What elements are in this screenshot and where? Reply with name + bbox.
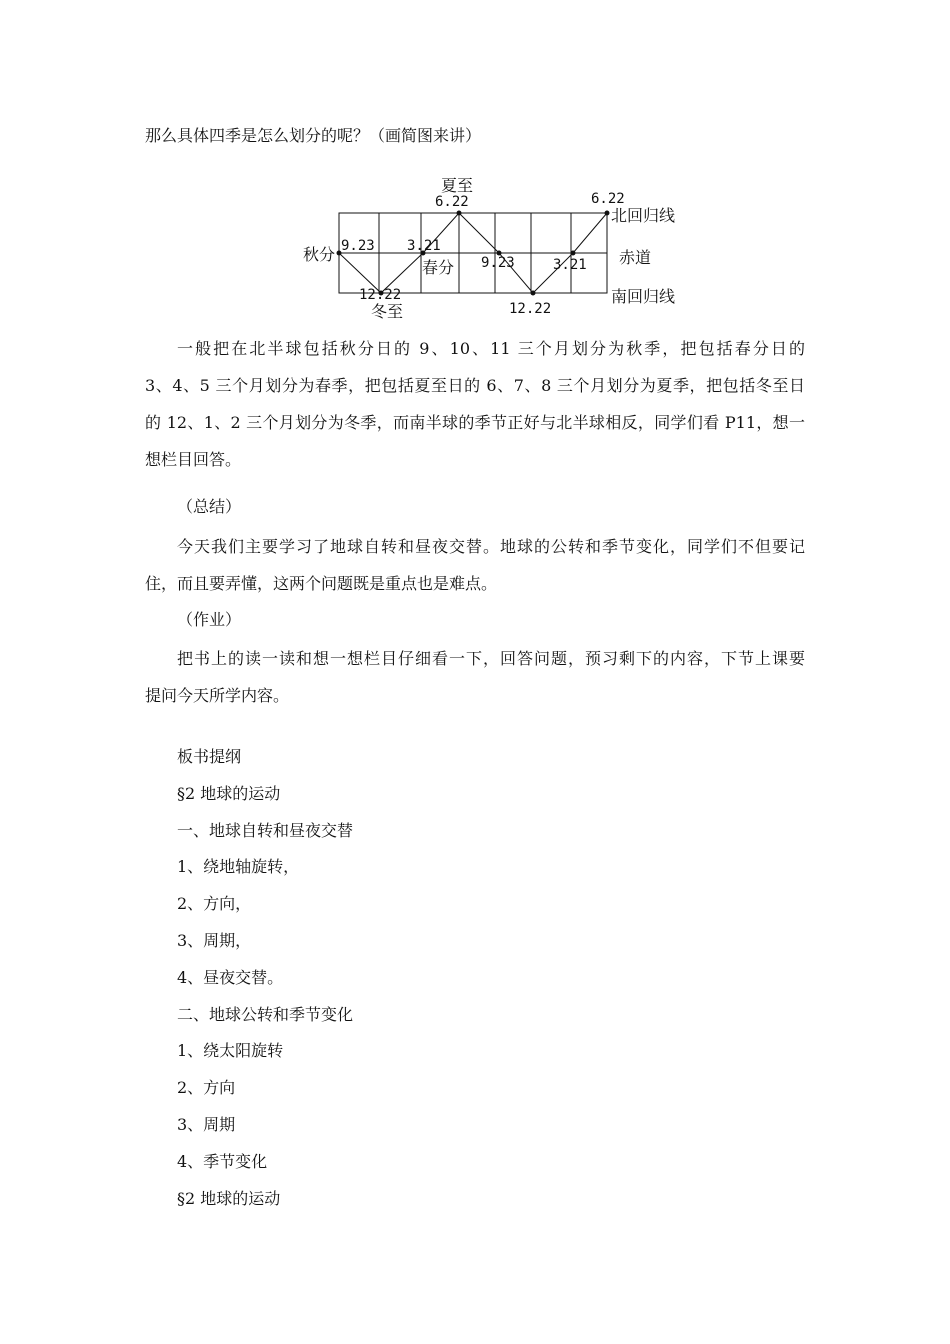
paragraph2-line-2: 住，而且要弄懂，这两个问题既是重点也是难点。 bbox=[145, 574, 498, 593]
label-autumn-date-left: 9.23 bbox=[341, 238, 375, 254]
outline-item: 一、地球自转和昼夜交替 bbox=[177, 821, 354, 840]
outline-item: 1、绕地轴旋转， bbox=[177, 857, 300, 876]
label-tropic-cancer: 北回归线 bbox=[611, 206, 676, 225]
outline-item: §2 地球的运动 bbox=[177, 1189, 281, 1208]
outline-item: 2、方向 bbox=[177, 1078, 236, 1097]
outline-item: 1、绕太阳旋转 bbox=[177, 1041, 284, 1060]
outline-item: 4、昼夜交替。 bbox=[177, 968, 284, 987]
paragraph1-line-2: 3、4、5 三个月划分为春季，把包括夏至日的 6、7、8 三个月划分为夏季，把包括冬至日 bbox=[145, 376, 805, 395]
label-winter-solstice: 冬至 bbox=[371, 302, 404, 321]
outline-item: 2、方向， bbox=[177, 894, 252, 913]
seasons-diagram bbox=[295, 165, 695, 325]
homework-heading: （作业） bbox=[177, 610, 242, 629]
paragraph1-line-3: 的 12、1、2 三个月划分为冬季，而南半球的季节正好与北半球相反，同学们看 P11，想一 bbox=[145, 413, 805, 432]
label-spring: 春分 bbox=[422, 258, 455, 277]
label-summer-date-right: 6.22 bbox=[591, 191, 625, 207]
label-autumn-date-right: 9.23 bbox=[481, 255, 515, 271]
paragraph1-line-4: 想栏目回答。 bbox=[145, 450, 242, 469]
outline-title: 板书提纲 bbox=[177, 747, 242, 766]
outline-item: §2 地球的运动 bbox=[177, 784, 281, 803]
paragraph1-line-1: 一般把在北半球包括秋分日的 9、10、11 三个月划分为秋季，把包括春分日的 bbox=[177, 339, 805, 358]
summary-heading: （总结） bbox=[177, 497, 242, 516]
outline-item: 4、季节变化 bbox=[177, 1152, 268, 1171]
intro-question: 那么具体四季是怎么划分的呢？（画简图来讲） bbox=[145, 126, 482, 145]
label-winter-date-left: 12.22 bbox=[359, 287, 402, 303]
label-autumn: 秋分 bbox=[303, 245, 336, 264]
label-spring-date-right: 3.21 bbox=[553, 257, 587, 273]
paragraph2-line-1: 今天我们主要学习了地球自转和昼夜交替。地球的公转和季节变化，同学们不但要记 bbox=[177, 537, 805, 556]
label-winter-date-right: 12.22 bbox=[509, 301, 552, 317]
diagram-grid bbox=[339, 213, 607, 293]
label-tropic-capricorn: 南回归线 bbox=[611, 287, 676, 306]
seasons-diagram-svg bbox=[295, 165, 695, 325]
label-summer-solstice: 夏至 bbox=[441, 176, 474, 195]
label-summer-date: 6.22 bbox=[435, 194, 469, 210]
outline-item: 3、周期 bbox=[177, 1115, 236, 1134]
outline-item: 3、周期， bbox=[177, 931, 252, 950]
paragraph3-line-2: 提问今天所学内容。 bbox=[145, 686, 290, 705]
label-equator: 赤道 bbox=[619, 248, 652, 267]
outline-item: 二、地球公转和季节变化 bbox=[177, 1005, 354, 1024]
paragraph3-line-1: 把书上的读一读和想一想栏目仔细看一下，回答问题，预习剩下的内容，下节上课要 bbox=[177, 649, 805, 668]
label-spring-date-left: 3.21 bbox=[407, 238, 441, 254]
